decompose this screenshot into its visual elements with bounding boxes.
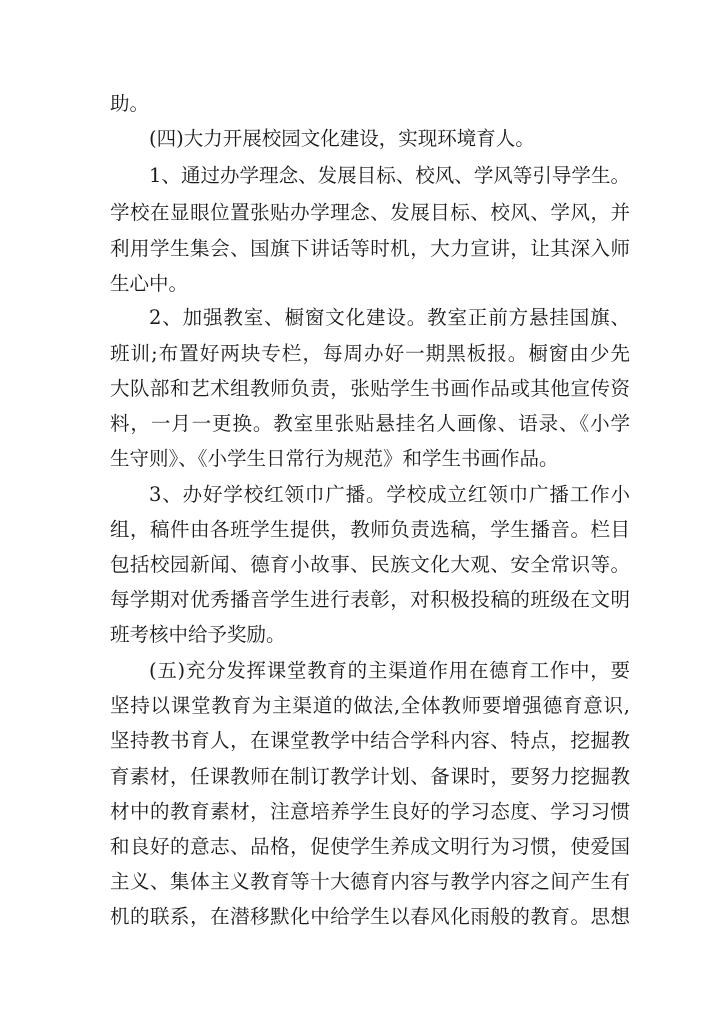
text-line: 料，一月一更换。教室里张贴悬挂名人画像、语录、《小学: [110, 412, 630, 435]
text-line: 利用学生集会、国旗下讲话等时机，大力宣讲，让其深入师: [110, 237, 630, 260]
text-line: 机的联系，在潜移默化中给学生以春风化雨般的教育。思想: [110, 905, 630, 928]
text-line: 班训;布置好两块专栏，每周办好一期黑板报。橱窗由少先: [110, 342, 630, 365]
section-heading-4: (四)大力开展校园文化建设，实现环境育人。: [149, 127, 535, 150]
text-line: 3、办好学校红领巾广播。学校成立红领巾广播工作小: [149, 483, 630, 506]
section-heading-5: (五)充分发挥课堂教育的主渠道作用在德育工作中，要: [149, 659, 630, 682]
text-line: 生心中。: [110, 272, 189, 295]
text-line: 坚持教书育人，在课堂教学中结合学科内容、特点，挖掘教: [110, 729, 630, 752]
text-line: 坚持以课堂教育为主渠道的做法,全体教师要增强德育意识,: [110, 694, 630, 717]
text-line: 主义、集体主义教育等十大德育内容与教学内容之间产生有: [110, 870, 630, 893]
text-line: 育素材，任课教师在制订教学计划、备课时，要努力挖掘教: [110, 765, 630, 788]
text-line: 材中的教育素材，注意培养学生良好的学习态度、学习习惯: [110, 800, 630, 823]
text-line: 组，稿件由各班学生提供，教师负责选稿，学生播音。栏目: [110, 518, 630, 541]
text-line: 班考核中给予奖励。: [110, 623, 286, 646]
text-line: 生守则》、《小学生日常行为规范》和学生书画作品。: [110, 447, 559, 470]
text-line: 和良好的意志、品格，促使学生养成文明行为习惯，使爱国: [110, 835, 630, 858]
text-line: 每学期对优秀播音学生进行表彰，对积极投稿的班级在文明: [110, 588, 630, 611]
text-line: 学校在显眼位置张贴办学理念、发展目标、校风、学风，并: [110, 201, 630, 224]
text-line: 大队部和艺术组教师负责，张贴学生书画作品或其他宣传资: [110, 377, 630, 400]
text-line: 1、通过办学理念、发展目标、校风、学风等引导学生。: [149, 164, 630, 187]
text-line: 2、加强教室、橱窗文化建设。教室正前方悬挂国旗、: [149, 306, 630, 329]
text-line: 助。: [110, 92, 150, 115]
text-line: 包括校园新闻、德育小故事、民族文化大观、安全常识等。: [110, 553, 630, 576]
